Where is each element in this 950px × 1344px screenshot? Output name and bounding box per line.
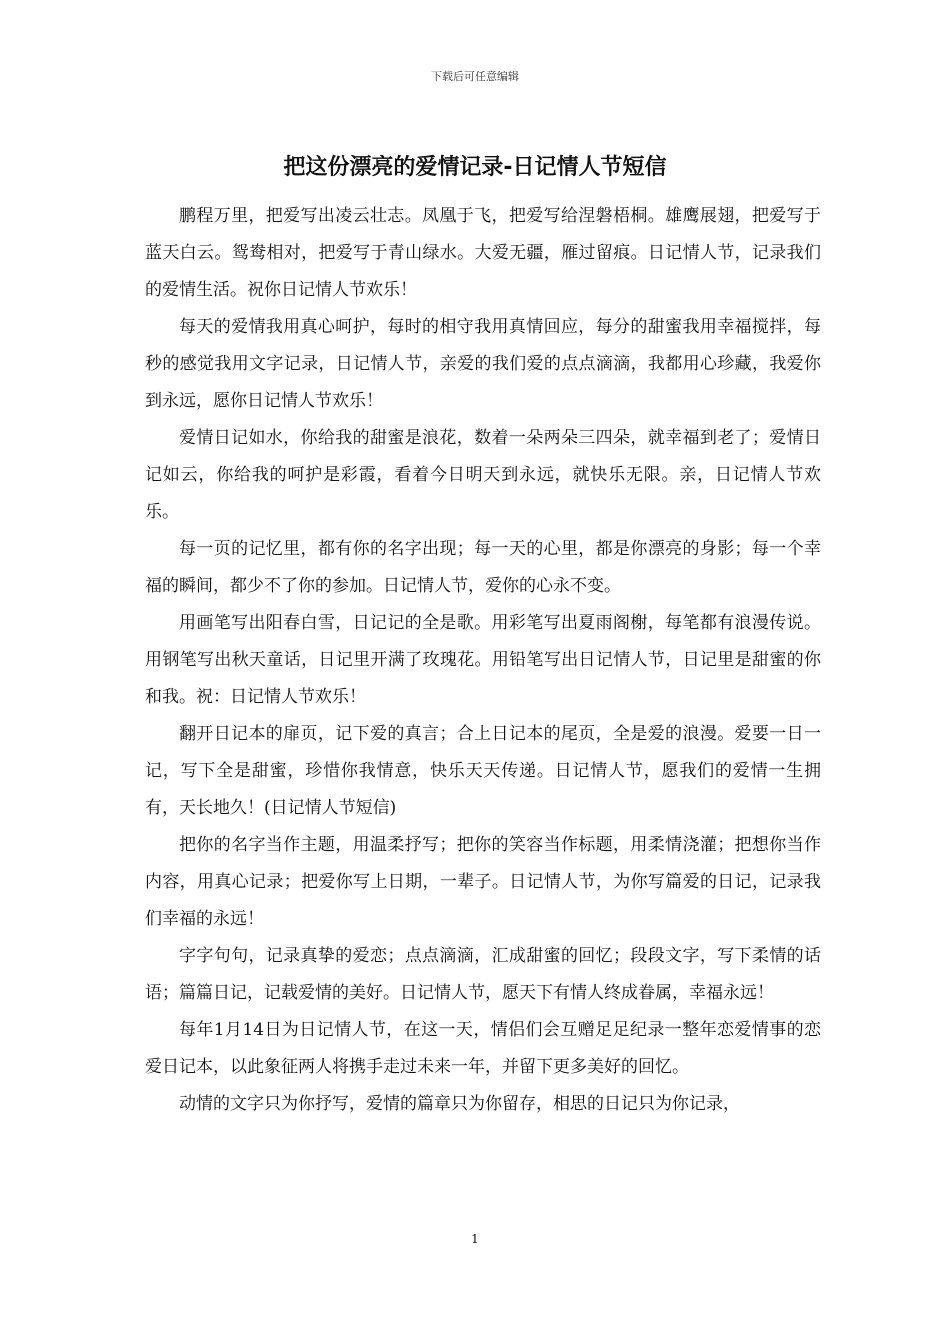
- page-number: 1: [471, 1232, 479, 1246]
- header-note: 下载后可任意编辑: [431, 70, 519, 83]
- paragraph-2: 每天的爱情我用真心呵护，每时的相守我用真情回应，每分的甜蜜我用幸福搅拌，每秒的感觉我用文字记录，日记情人节，亲爱的我们爱的点点滴滴，我都用心珍藏，我爱你到永远，愿你日记情人节欢乐！: [145, 317, 821, 411]
- document-title: 把这份漂亮的爱情记录-日记情人节短信: [283, 155, 667, 180]
- paragraph-8: 字字句句，记录真挚的爱恋；点点滴滴，汇成甜蜜的回忆；段段文字，写下柔情的话语；篇篇日记，记载爱情的美好。日记情人节，愿天下有情人终成眷属，幸福永远！: [145, 946, 821, 1003]
- paragraph-10: 动情的文字只为你抒写，爱情的篇章只为你留存，相思的日记只为你记录，: [179, 1094, 740, 1114]
- paragraph-1: 鹏程万里，把爱写出凌云壮志。凤凰于飞，把爱写给涅磐梧桐。雄鹰展翅，把爱写于蓝天白云。鸳鸯相对，把爱写于青山绿水。大爱无疆，雁过留痕。日记情人节，记录我们的爱情生活。祝你日记情人节欢乐！: [145, 206, 821, 300]
- paragraph-6: 翻开日记本的扉页，记下爱的真言；合上日记本的尾页，全是爱的浪漫。爱要一日一记，写下全是甜蜜，珍惜你我情意，快乐天天传递。日记情人节，愿我们的爱情一生拥有，天长地久！(日记情人节短信): [145, 724, 821, 818]
- paragraph-5: 用画笔写出阳春白雪，日记记的全是歌。用彩笔写出夏雨阁榭，每笔都有浪漫传说。用钢笔写出秋天童话，日记里开满了玫瑰花。用铅笔写出日记情人节，日记里是甜蜜的你和我。祝：日记情人节欢乐！: [145, 613, 821, 707]
- paragraph-7: 把你的名字当作主题，用温柔抒写；把你的笑容当作标题，用柔情浇灌；把想你当作内容，用真心记录；把爱你写上日期，一辈子。日记情人节，为你写篇爱的日记，记录我们幸福的永远！: [145, 835, 821, 929]
- paragraph-3: 爱情日记如水，你给我的甜蜜是浪花，数着一朵两朵三四朵，就幸福到老了；爱情日记如云，你给我的呵护是彩霞，看着今日明天到永远，就快乐无限。亲，日记情人节欢乐。: [145, 428, 821, 522]
- document-body: [145, 198, 821, 1123]
- paragraph-9: 每年1月14日为日记情人节，在这一天，情侣们会互赠足足纪录一整年恋爱情事的恋爱日记本，以此象征两人将携手走过未来一年，并留下更多美好的回忆。: [145, 1020, 821, 1077]
- paragraph-4: 每一页的记忆里，都有你的名字出现；每一天的心里，都是你漂亮的身影；每一个幸福的瞬间，都少不了你的参加。日记情人节，爱你的心永不变。: [145, 539, 821, 596]
